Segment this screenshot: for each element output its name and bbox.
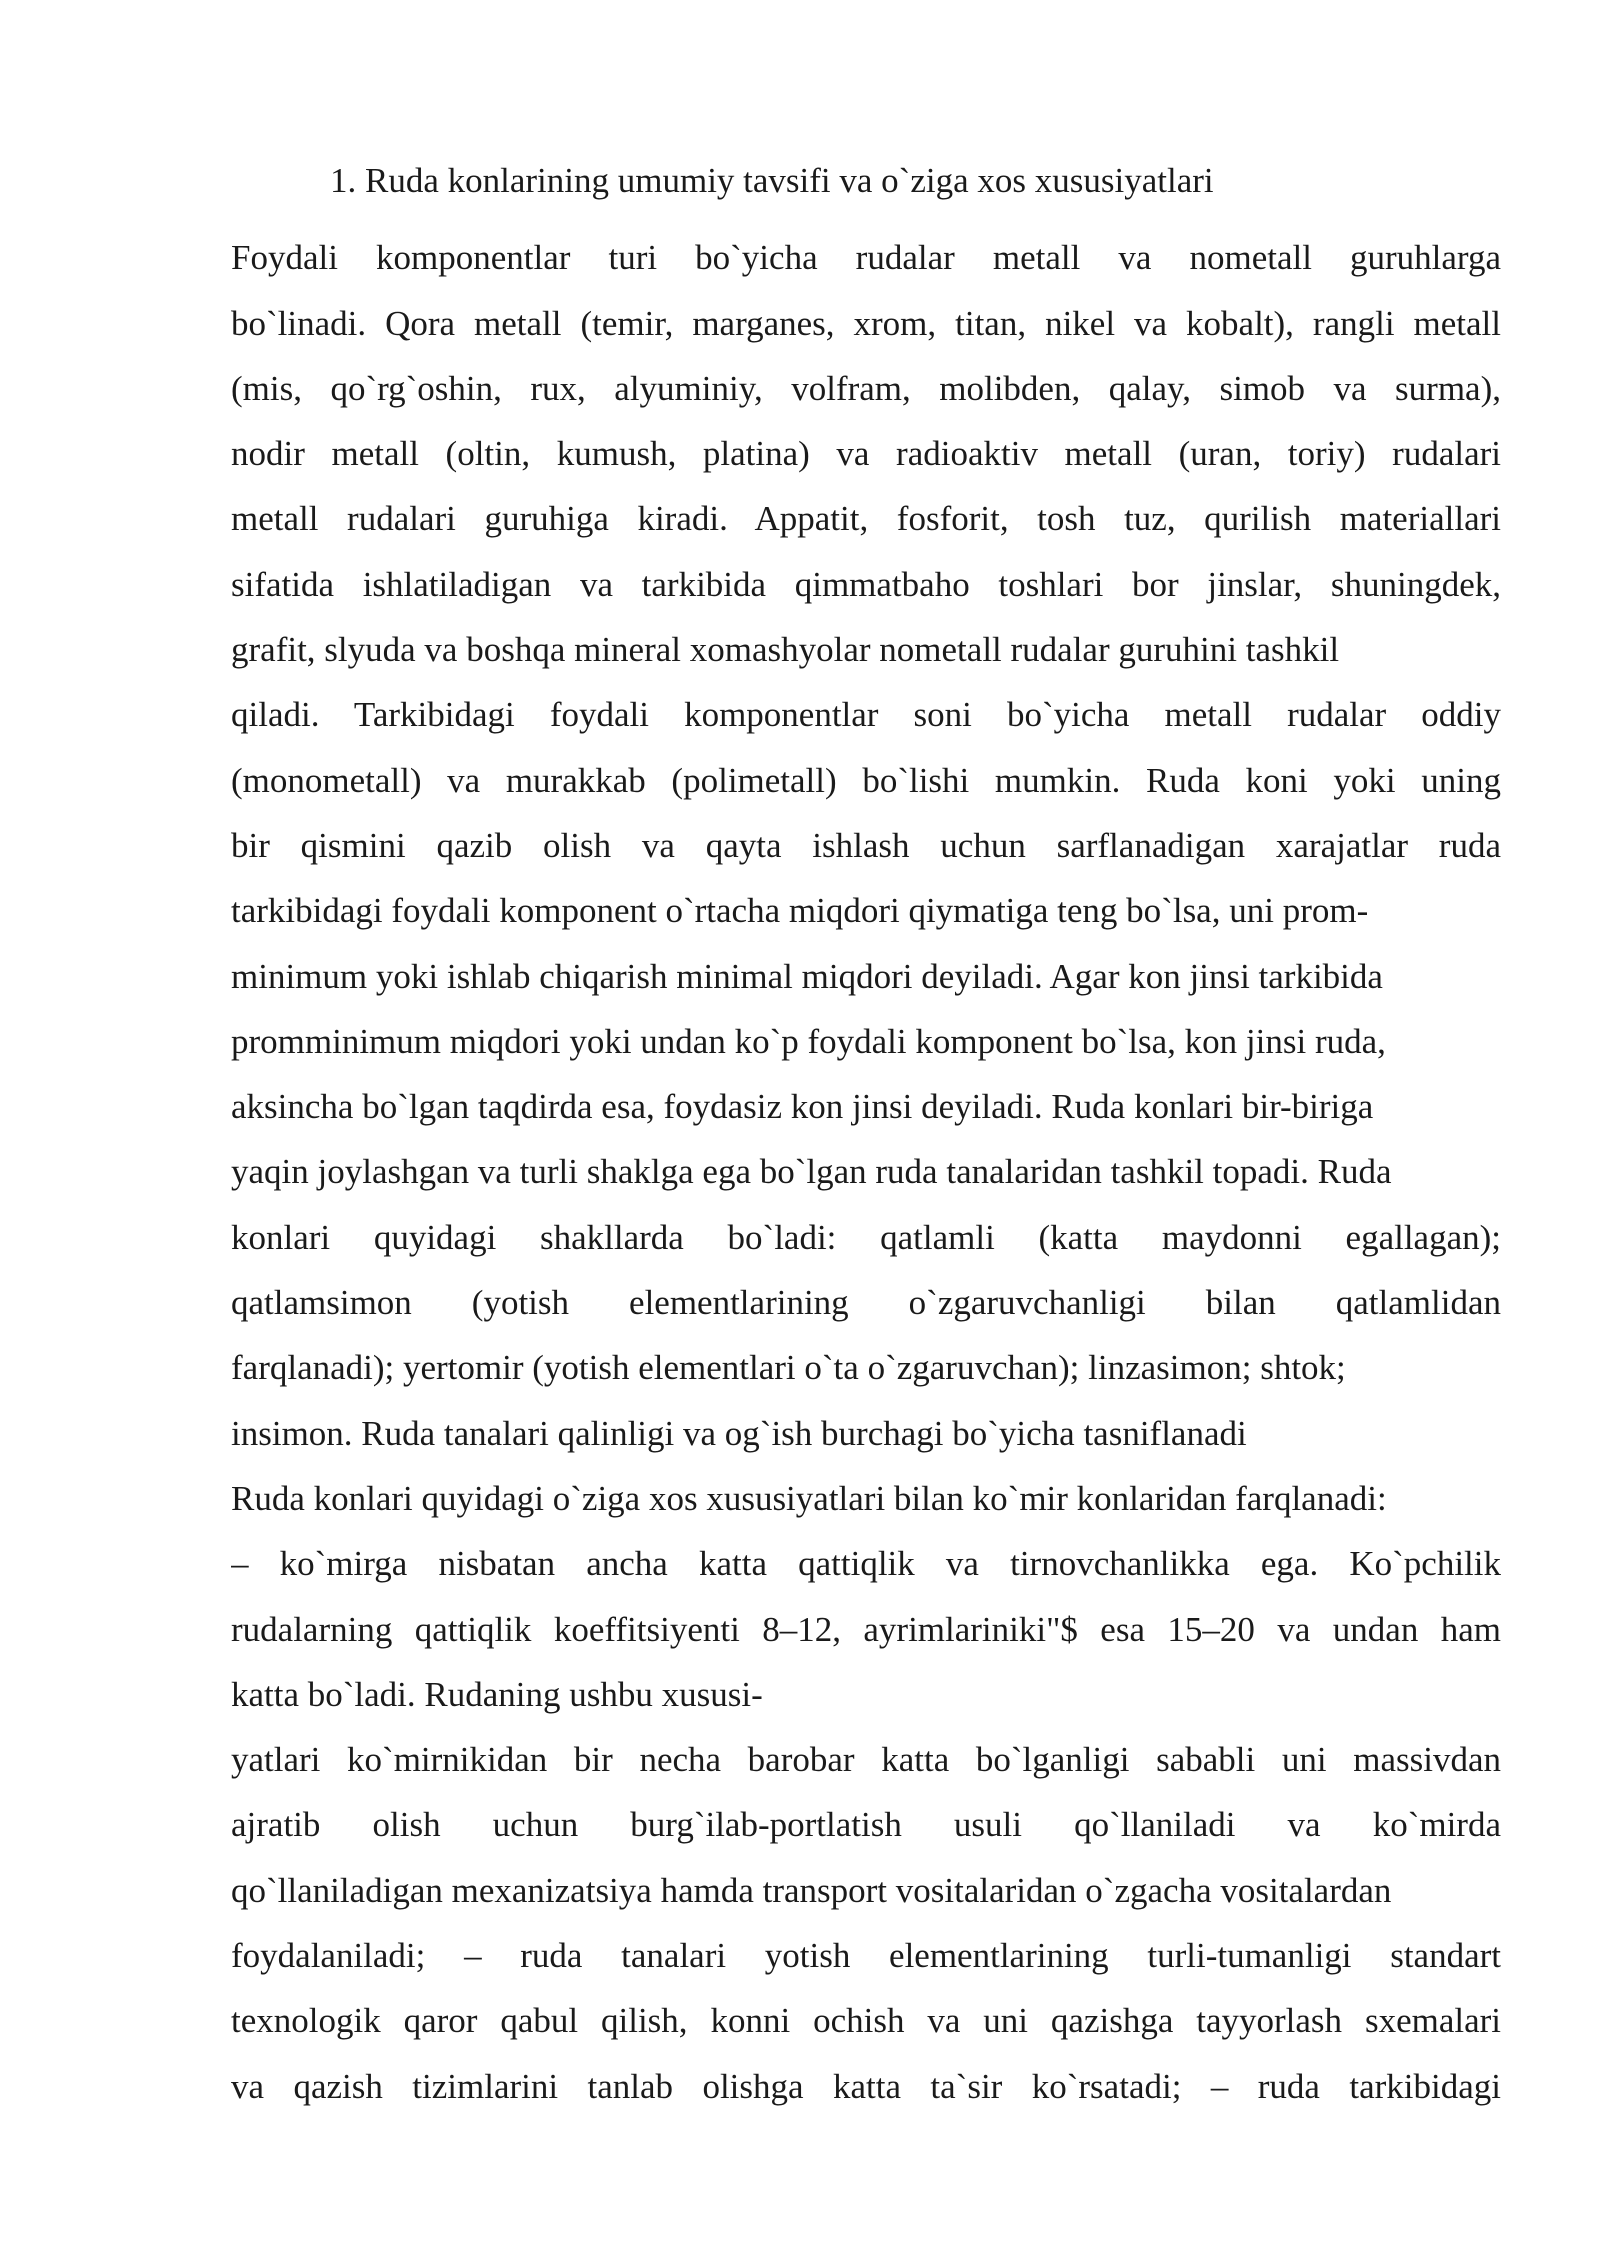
text-line: qatlamsimon (yotish elementlarining o`zgaruvchanligi bilan qatlamlidan (231, 1283, 1501, 1323)
text-line: texnologik qaror qabul qilish, konni ochish va uni qazishga tayyorlash sxemalari (231, 2001, 1501, 2041)
text-line: insimon. Ruda tanalari qalinligi va og`ish burchagi bo`yicha tasniflanadi (231, 1413, 1247, 1453)
text-line: (monometall) va murakkab (polimetall) bo`lishi mumkin. Ruda koni yoki uning (231, 760, 1501, 800)
text-line: bo`linadi. Qora metall (temir, marganes, xrom, titan, nikel va kobalt), rangli metall (231, 303, 1501, 343)
text-line: katta bo`ladi. Rudaning ushbu xususi- (231, 1674, 763, 1714)
text-line: va qazish tizimlarini tanlab olishga katta ta`sir ko`rsatadi; – ruda tarkibidagi (231, 2066, 1501, 2106)
text-line: nodir metall (oltin, kumush, platina) va radioaktiv metall (uran, toriy) rudalari (231, 434, 1501, 474)
text-line: bir qismini qazib olish va qayta ishlash uchun sarflanadigan xarajatlar ruda (231, 825, 1501, 865)
text-line: metall rudalari guruhiga kiradi. Appatit, fosforit, tosh tuz, qurilish materiallari (231, 499, 1501, 539)
text-line: (mis, qo`rg`oshin, rux, alyuminiy, volfram, molibden, qalay, simob va surma), (231, 368, 1501, 408)
text-line: yaqin joylashgan va turli shaklga ega bo`lgan ruda tanalaridan tashkil topadi. Ruda (231, 1152, 1392, 1192)
text-line: foydalaniladi; – ruda tanalari yotish elementlarining turli-tumanligi standart (231, 1936, 1501, 1976)
text-line: rudalarning qattiqlik koeffitsiyenti 8–12, ayrimlariniki"$ esa 15–20 va undan ham (231, 1609, 1501, 1649)
text-line: farqlanadi); yertomir (yotish elementlari o`ta o`zgaruvchan); linzasimon; shtok; (231, 1348, 1346, 1388)
text-line: ajratib olish uchun burg`ilab-portlatish usuli qo`llaniladi va ko`mirda (231, 1805, 1501, 1845)
text-line: qiladi. Tarkibidagi foydali komponentlar soni bo`yicha metall rudalar oddiy (231, 695, 1501, 735)
text-line: sifatida ishlatiladigan va tarkibida qimmatbaho toshlari bor jinslar, shuningdek, (231, 564, 1501, 604)
text-line: Ruda konlari quyidagi o`ziga xos xususiyatlari bilan ko`mir konlaridan farqlanadi: (231, 1478, 1387, 1518)
text-line: tarkibidagi foydali komponent o`rtacha miqdori qiymatiga teng bo`lsa, uni prom- (231, 891, 1369, 931)
text-line: aksincha bo`lgan taqdirda esa, foydasiz kon jinsi deyiladi. Ruda konlari bir-biriga (231, 1087, 1374, 1127)
text-line: yatlari ko`mirnikidan bir necha barobar katta bo`lganligi sababli uni massivdan (231, 1740, 1501, 1780)
text-line: promminimum miqdori yoki undan ko`p foydali komponent bo`lsa, kon jinsi ruda, (231, 1021, 1386, 1061)
text-line: grafit, slyuda va boshqa mineral xomashyolar nometall rudalar guruhini tashkil (231, 630, 1340, 670)
text-line: konlari quyidagi shakllarda bo`ladi: qatlamli (katta maydonni egallagan); (231, 1217, 1501, 1257)
text-line: – ko`mirga nisbatan ancha katta qattiqlik va tirnovchanlikka ega. Ko`pchilik (231, 1544, 1501, 1584)
section-heading: 1. Ruda konlarining umumiy tavsifi va o`ziga xos xususiyatlari (330, 161, 1214, 200)
document-body (231, 148, 1501, 2119)
text-line: minimum yoki ishlab chiqarish minimal miqdori deyiladi. Agar kon jinsi tarkibida (231, 956, 1383, 996)
text-line: Foydali komponentlar turi bo`yicha rudalar metall va nometall guruhlarga (231, 238, 1501, 278)
text-line: qo`llaniladigan mexanizatsiya hamda transport vositalaridan o`zgacha vositalardan (231, 1870, 1392, 1910)
